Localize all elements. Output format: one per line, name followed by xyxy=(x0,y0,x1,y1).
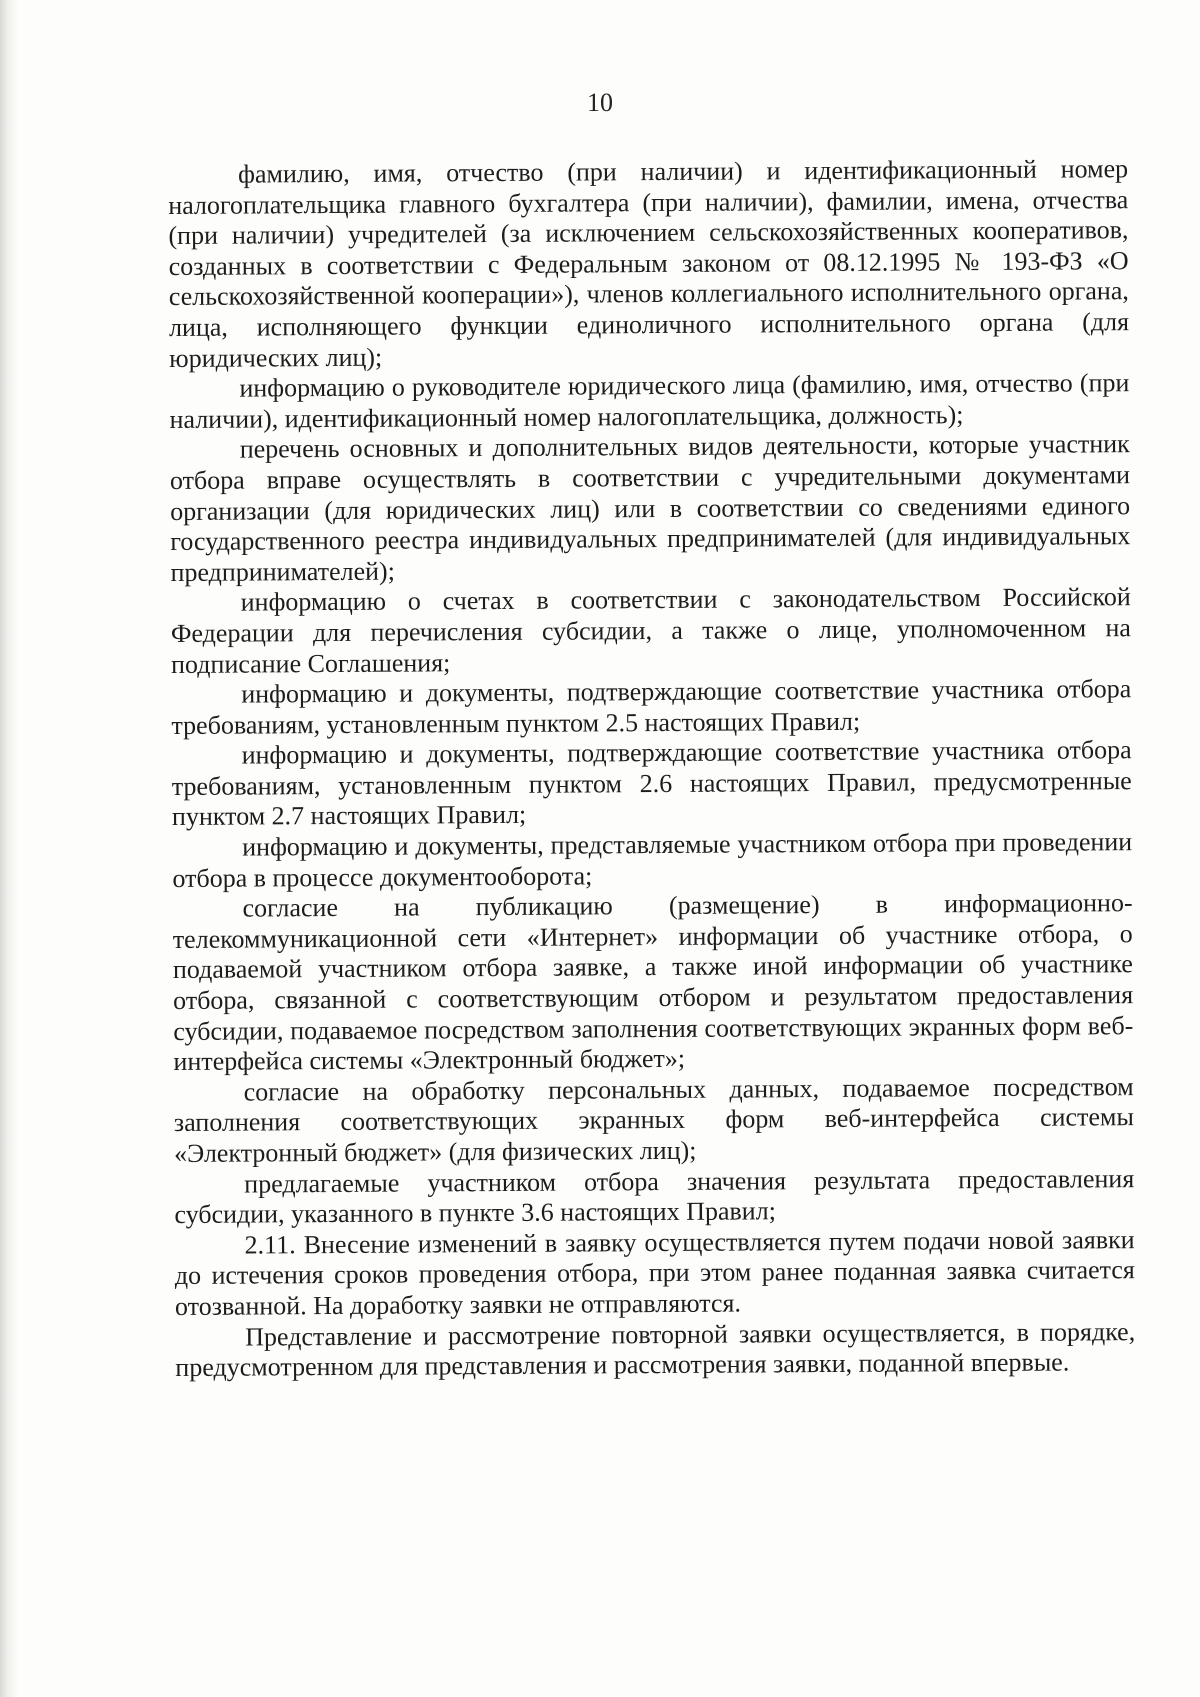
paragraph-personal-data-consent: согласие на обработку персональных данных, подаваемое посредством заполнения соответствующих экранных форм веб-интерфейса системы «Электронный бюджет» (для физических лиц); xyxy=(173,1071,1134,1168)
paragraph-result-values: предлагаемые участником отбора значения результата предоставления субсидии, указанного в пункте 3.6 настоящих Правил; xyxy=(174,1163,1135,1230)
paragraph-resubmission: Представление и рассмотрение повторной заявки осуществляется, в порядке, предусмотренном для представления и рассмотрения заявки, поданной впервые. xyxy=(175,1316,1136,1383)
paragraph-founders-info: фамилию, имя, отчество (при наличии) и идентификационный номер налогоплательщика главного бухгалтера (при наличии), фамилии, имена, отчества (при наличии) учредителей (за исключением сельскохозяйственных кооперативов, созданных в соответствии с Федеральным законом от 08.12.1995 № 193-ФЗ «О сельскохозяйственной кооперации»), членов коллегиального исполнительного органа, лица, исполняющего функции единоличного исполнительного органа (для юридических лиц); xyxy=(168,154,1130,373)
paragraph-requirements-2-6: информацию и документы, подтверждающие соответствие участника отбора требованиям, установленным пунктом 2.6 настоящих Правил, предусмотренные пунктом 2.7 настоящих Правил; xyxy=(171,735,1132,832)
paragraph-clause-2-11: 2.11. Внесение изменений в заявку осуществляется путем подачи новой заявки до истечения сроков проведения отбора, при этом ранее поданная заявка считается отозванной. На доработку заявки не отправляются. xyxy=(174,1224,1135,1321)
paragraph-activities-list: перечень основных и дополнительных видов деятельности, которые участник отбора вправе осуществлять в соответствии с учредительными документами организации (для юридических лиц) или в соответствии со сведениями единого государственного реестра индивидуальных предпринимателей (для индивидуальных предпринимателей); xyxy=(169,429,1131,587)
page-number: 10 xyxy=(587,88,613,117)
paragraph-accounts-info: информацию о счетах в соответствии с законодательством Российской Федерации для перечисления субсидии, а также о лице, уполномоченном на подписание Соглашения; xyxy=(170,582,1131,679)
scan-edge-shadow xyxy=(0,0,18,1697)
paragraph-requirements-2-5: информацию и документы, подтверждающие соответствие участника отбора требованиям, установленным пунктом 2.5 настоящих Правил; xyxy=(171,674,1132,740)
paragraph-documents-workflow: информацию и документы, представляемые участником отбора при проведении отбора в процессе документооборота; xyxy=(172,827,1133,893)
document-body xyxy=(168,154,1135,1384)
paragraph-head-info: информацию о руководителе юридического лица (фамилию, имя, отчество (при наличии), идентификационный номер налогоплательщика, должность); xyxy=(169,368,1130,434)
paragraph-publication-consent: согласие на публикацию (размещение) в информационно-телекоммуникационной сети «Интернет» информации об участнике отбора, о подаваемой участником отбора заявке, а также иной информации об участнике отбора, связанной с соответствующим отбором и результатом предоставления субсидии, подаваемое посредством заполнения соответствующих экранных форм веб-интерфейса системы «Электронный бюджет»; xyxy=(172,888,1134,1077)
